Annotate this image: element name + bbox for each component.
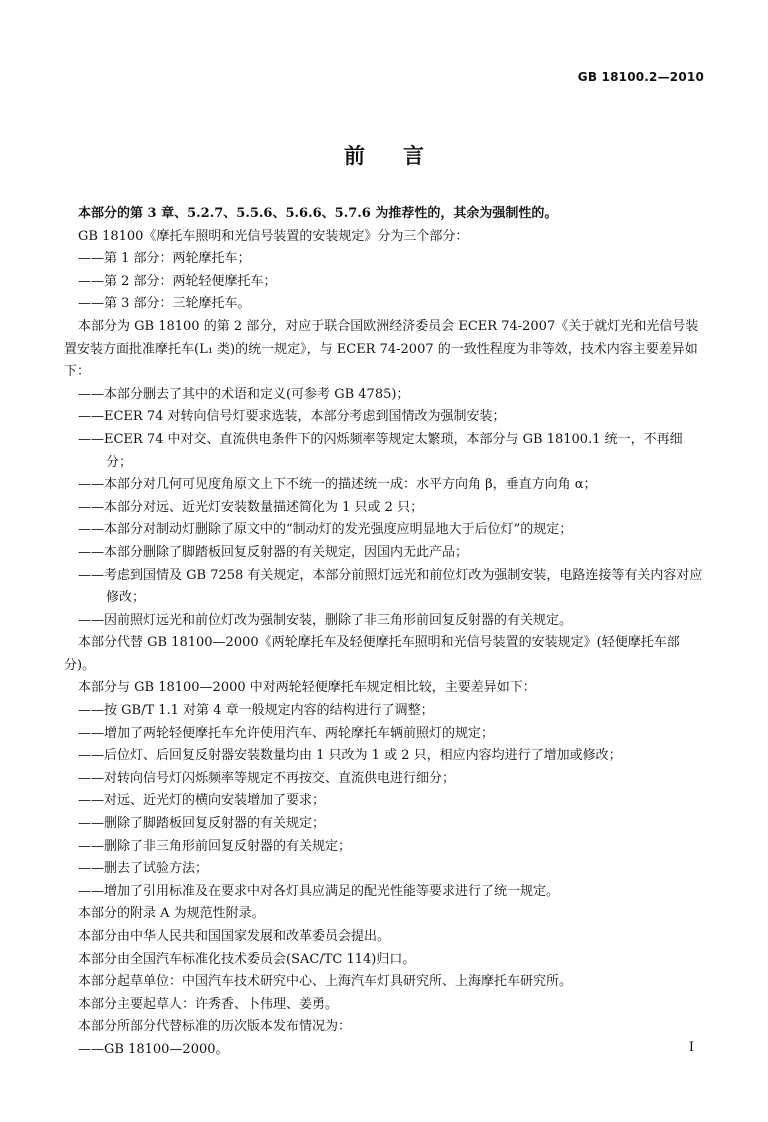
paragraph-annex: 本部分的附录 A 为规范性附录。 [78, 906, 265, 922]
paragraph-history-intro: 本部分所部分代替标准的历次版本发布情况为： [78, 1019, 352, 1035]
list-item: ——第 3 部分：三轮摩托车。 [78, 296, 251, 312]
list-item: ——本部分删除了脚踏板回复反射器的有关规定，因国内无此产品； [78, 544, 469, 560]
standard-number: GB 18100.2—2010 [577, 70, 704, 84]
list-item: ——删去了试验方法； [78, 861, 209, 877]
list-item: ——对远、近光灯的横向安装增加了要求； [78, 793, 326, 809]
paragraph-replaces: 本部分代替 GB 18100—2000《两轮摩托车及轻便摩托车照明和光信号装置的安装规定》(轻便摩托车部分)。 [64, 635, 680, 673]
list-item: ——增加了两轮轻便摩托车允许使用汽车、两轮摩托车辆前照灯的规定； [78, 725, 495, 741]
paragraph-drafters: 本部分主要起草人：许秀香、卜伟理、姜勇。 [78, 996, 339, 1012]
list-item: ——删除了非三角形前回复反射器的有关规定； [78, 838, 352, 854]
paragraph-recommended-clauses: 本部分的第 3 章、5.2.7、5.5.6、5.6.6、5.7.6 为推荐性的，其余为强制性的。 [78, 206, 558, 221]
list-item: ——第 2 部分：两轮轻便摩托车； [78, 273, 277, 289]
page-number: I [688, 1040, 694, 1055]
paragraph-parts-intro: GB 18100《摩托车照明和光信号装置的安装规定》分为三个部分： [78, 228, 469, 244]
list-item: ——考虑到国情及 GB 7258 有关规定，本部分前照灯远光和前位灯改为强制安装，电路连接等有关内容对应修改； [78, 567, 703, 606]
list-item: ——本部分删去了其中的术语和定义(可参考 GB 4785)； [78, 386, 410, 402]
list-item: ——ECER 74 对转向信号灯要求选装，本部分考虑到国情改为强制安装； [78, 409, 506, 425]
foreword-body [64, 203, 708, 1062]
paragraph-drafting-units: 本部分起草单位：中国汽车技术研究中心、上海汽车灯具研究所、上海摩托车研究所。 [78, 974, 573, 990]
list-item: ——本部分对远、近光灯安装数量描述简化为 1 只或 2 只； [78, 499, 424, 515]
list-item: ——增加了引用标准及在要求中对各灯具应满足的配光性能等要求进行了统一规定。 [78, 883, 560, 899]
list-item: ——GB 18100—2000。 [78, 1041, 229, 1057]
list-item: ——对转向信号灯闪烁频率等规定不再按交、直流供电进行细分； [78, 770, 456, 786]
list-item: ——本部分对制动灯删除了原文中的“制动灯的发光强度应明显地大于后位灯”的规定； [78, 522, 573, 538]
list-item: ——因前照灯远光和前位灯改为强制安装，删除了非三角形前回复反射器的有关规定。 [78, 612, 573, 628]
list-item: ——本部分对几何可见度角原文上下不统一的描述统一成：水平方向角 β，垂直方向角 α； [78, 477, 597, 493]
paragraph-proposer: 本部分由中华人民共和国国家发展和改革委员会提出。 [78, 929, 391, 944]
list-item: ——ECER 74 中对交、直流供电条件下的闪烁频率等规定太繁琐，本部分与 GB 18100.1 统一，不再细分； [78, 431, 683, 470]
page-title: 前言 [344, 143, 462, 168]
list-item: ——第 1 部分：两轮摩托车； [78, 251, 251, 267]
paragraph-correspondence: 本部分为 GB 18100 的第 2 部分，对应于联合国欧洲经济委员会 ECER 74-2007《关于就灯光和光信号装置安装方面批准摩托车(L₁ 类)的统一规定》，与 ECER 74-2007 的一致性程度为非等效，技术内容主要差异如下： [64, 318, 699, 380]
list-item: ——删除了脚踏板回复反射器的有关规定； [78, 816, 326, 832]
paragraph-differences-intro: 本部分与 GB 18100—2000 中对两轮轻便摩托车规定相比较，主要差异如下： [78, 680, 536, 696]
list-item: ——按 GB/T 1.1 对第 4 章一般规定内容的结构进行了调整； [78, 703, 434, 719]
list-item: ——后位灯、后回复反射器安装数量均由 1 只改为 1 或 2 只，相应内容均进行了增加或修改； [78, 748, 622, 764]
paragraph-committee: 本部分由全国汽车标准化技术委员会(SAC/TC 114)归口。 [78, 951, 416, 967]
